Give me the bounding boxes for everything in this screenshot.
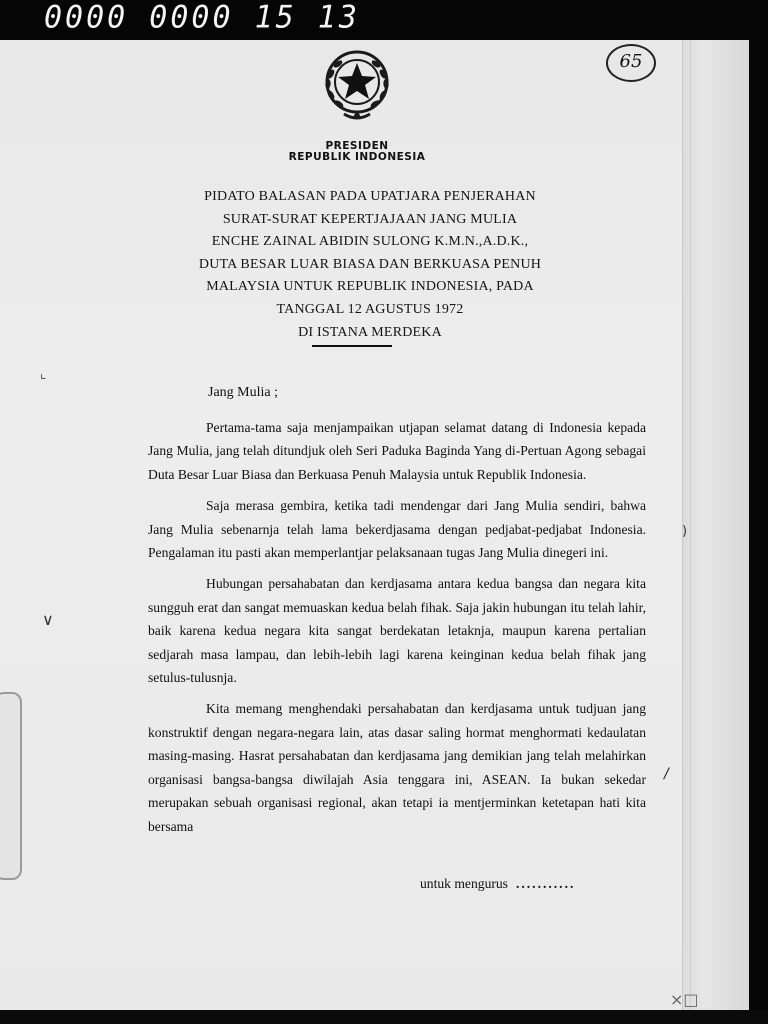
page-edge-shadow xyxy=(682,40,749,1015)
page-continuation xyxy=(420,876,575,892)
binder-tab xyxy=(0,692,22,880)
edge-mark: / xyxy=(664,766,669,782)
speech-body xyxy=(148,416,646,846)
salutation: Jang Mulia ; xyxy=(208,385,278,400)
paragraph: Saja merasa gembira, ketika tadi mendengar dari Jang Mulia sendiri, bahwa Jang Mulia sebenarnja telah lama bekerdjasama dengan pedjabat-pedjabat Indonesia. Pengalaman itu pasti akan memperlantjar pelaksanaan tugas Jang Mulia dinegeri ini. xyxy=(148,498,646,561)
page-edge-line xyxy=(690,40,691,1015)
title-line: ENCHE ZAINAL ABIDIN SULONG K.M.N.,A.D.K., xyxy=(211,234,529,250)
film-corner-mark: ×□ xyxy=(670,990,699,1009)
edge-mark: ) xyxy=(682,524,688,539)
title-underline xyxy=(312,345,392,347)
title-line: SURAT-SURAT KEPERTJAJAAN JANG MULIA xyxy=(222,211,518,227)
handwritten-page-number: 65 xyxy=(606,44,656,82)
garuda-star-wreath-emblem-icon xyxy=(314,44,400,126)
film-strip-bottom xyxy=(0,1010,768,1024)
letterhead-republik-indonesia: REPUBLIK INDONESIA xyxy=(288,151,426,163)
speech-title xyxy=(180,186,560,344)
title-line: DUTA BESAR LUAR BIASA DAN BERKUASA PENUH xyxy=(198,256,542,272)
paragraph: Hubungan persahabatan dan kerdjasama antara kedua bangsa dan negara kita sungguh erat dan sangat memuaskan kedua belah fihak. Saja jakin hubungan itu telah lahir, baik karena kedua negara kita sangat berdekatan letaknja, maupun karena pertalian sedjarah masa lampau, dan lebih-lebih lagi karena keinginan kedua belah fihak jang setulus-tulusnja. xyxy=(148,576,646,686)
frame-counter: 0000 0000 15 13 xyxy=(44,0,360,36)
film-strip-right xyxy=(746,0,768,1024)
paragraph: Pertama-tama saja menjampaikan utjapan selamat datang di Indonesia kepada Jang Mulia, jang telah ditundjuk oleh Seri Paduka Baginda Yang di-Pertuan Agong sebagai Duta Besar Luar Biasa dan Berkuasa Penuh Malaysia untuk Republik Indonesia. xyxy=(148,420,646,482)
title-line: TANGGAL 12 AGUSTUS 1972 xyxy=(276,301,464,317)
continuation-text: untuk mengurus xyxy=(420,876,508,891)
letterhead-presiden: PRESIDEN xyxy=(325,140,389,152)
punch-mark: ∨ xyxy=(42,610,54,629)
title-line: PIDATO BALASAN PADA UPATJARA PENJERAHAN xyxy=(204,189,536,204)
punch-mark: ⌞ xyxy=(40,366,47,382)
continuation-dots: ........... xyxy=(515,876,576,891)
title-line: DI ISTANA MERDEKA xyxy=(298,324,442,340)
paragraph: Kita memang menghendaki persahabatan dan kerdjasama untuk tudjuan jang konstruktif dengan negara-negara lain, atas dasar saling hormat menghormati kedaulatan masing-masing. Hasrat persahabatan dan kerdjasama jang demikian jang telah melahirkan organisasi bangsa-bangsa diwilajah Asia tenggara ini, ASEAN. Ia bukan sekedar merupakan sebuah organisasi regional, akan tetapi ia mentjerminkan ketetapan hati kita bersama xyxy=(148,701,646,834)
film-strip-top xyxy=(0,0,768,40)
title-line: MALAYSIA UNTUK REPUBLIK INDONESIA, PADA xyxy=(206,279,534,295)
